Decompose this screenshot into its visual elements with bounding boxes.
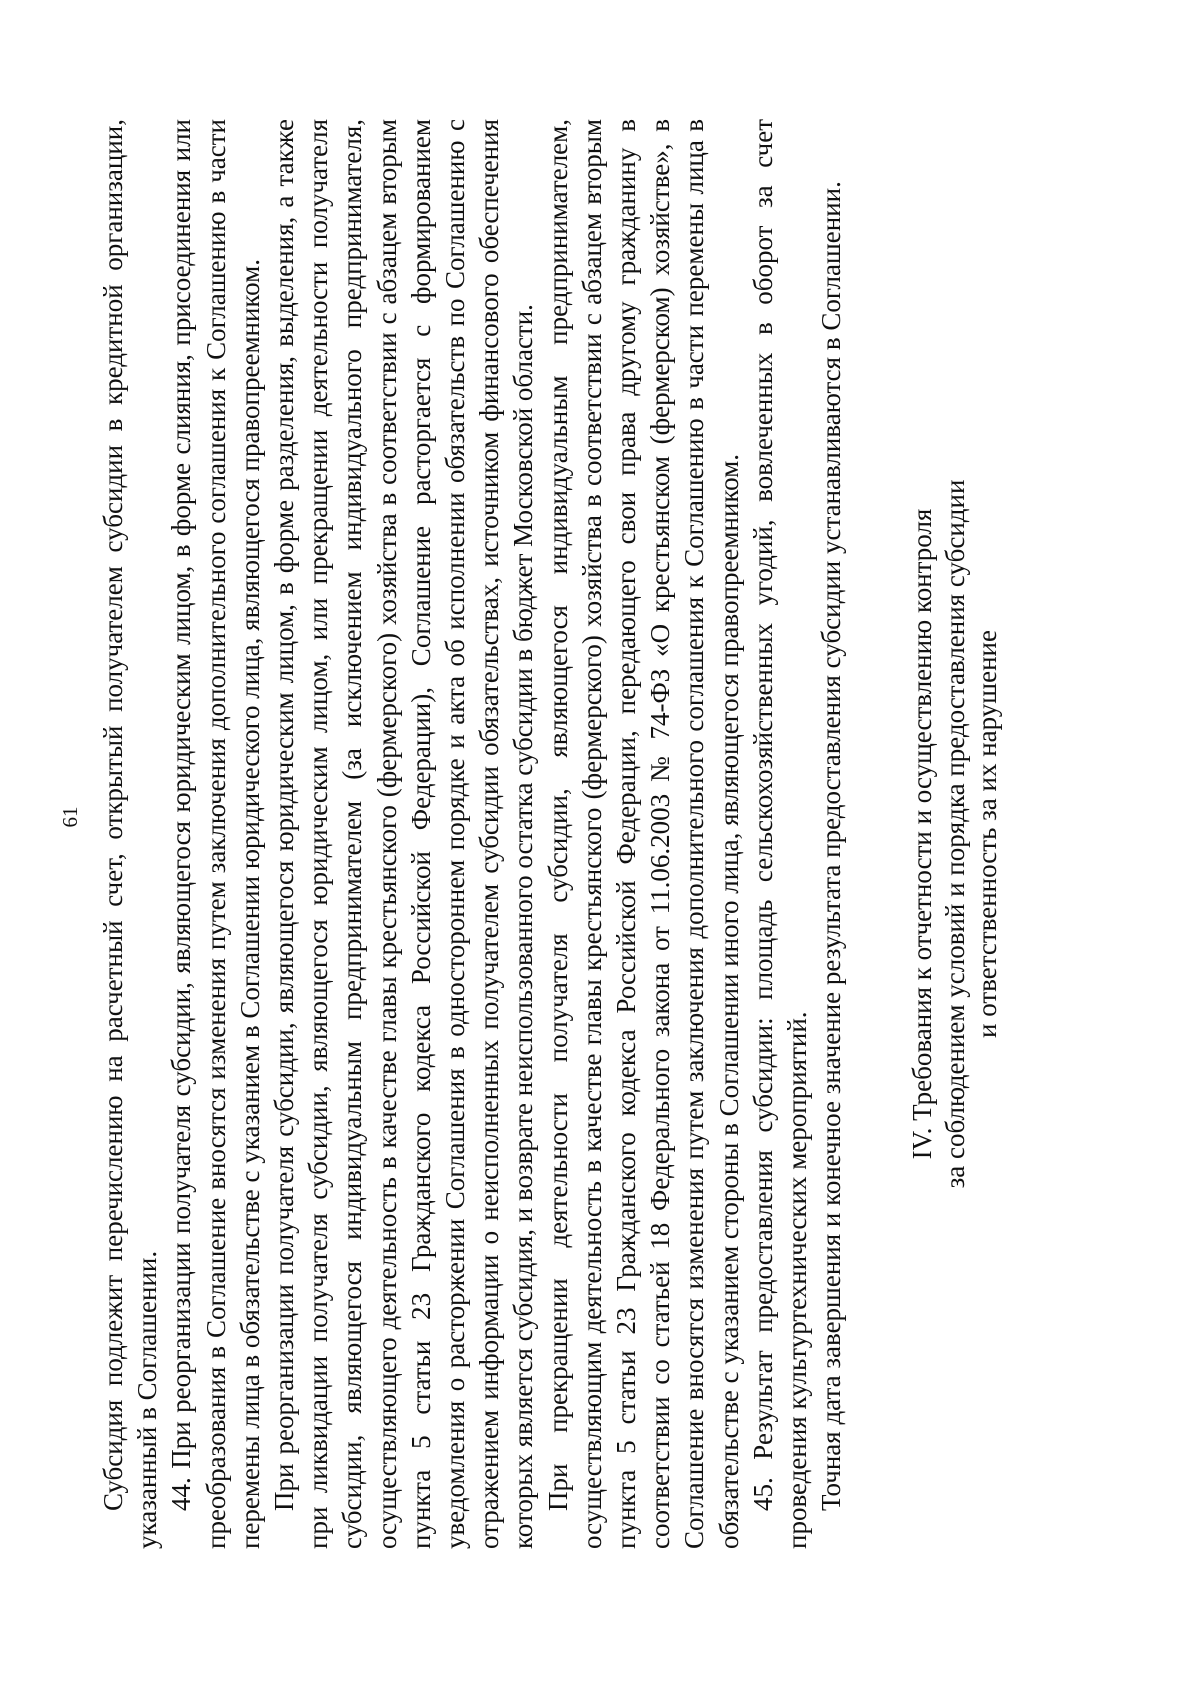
section-heading-line: IV. Требования к отчетности и осуществлению контроля — [907, 508, 938, 1160]
paragraph: При прекращении деятельности получателя субсидии, являющегося индивидуальным предпринимателем, осуществляющим деятельность в качестве главы крестьянского (фермерского) хозяйства в соответствии с абзацем вторым пункта 5 статьи 23 Гражданского кодекса Российской Федерации, передающего свои права другому гражданину в соответствии со статьей 18 Федерального закона от 11.06.2003 № 74-ФЗ «О крестьянском (фермерском) хозяйстве», в Соглашение вносятся изменения путем заключения дополнительного соглашения к Соглашению в части перемены лица в обязательстве с указанием стороны в Соглашении иного лица, являющегося правопреемником. — [542, 119, 744, 1549]
page-body — [96, 119, 1004, 1549]
section-heading-line: и ответственность за их нарушение — [972, 630, 1003, 1038]
paragraph: 45. Результат предоставления субсидии: площадь сельскохозяйственных угодий, вовлеченных в оборот за счет проведения культуртехнических мероприятий. — [747, 119, 813, 1549]
paragraph: Субсидия подлежит перечислению на расчетный счет, открытый получателем субсидии в кредитной организации, указанный в Соглашении. — [98, 119, 163, 1549]
page-number: 61 — [58, 806, 82, 828]
paragraph: Точная дата завершения и конечное значение результата предоставления субсидии устанавливаются в Соглашении. — [816, 181, 847, 1511]
paragraph: 44. При реорганизации получателя субсидии, являющегося юридическим лицом, в форме слияния, присоединения или преобразования в Соглашение вносятся изменения путем заключения дополнительного соглашения к Соглашению в части перемены лица в обязательстве с указанием в Соглашении юридического лица, являющегося правопреемником. — [166, 119, 265, 1549]
section-heading — [906, 119, 1004, 1549]
paragraph: При реорганизации получателя субсидии, являющегося юридическим лицом, в форме разделения, выделения, а также при ликвидации получателя субсидии, являющегося юридическим лицом, или прекращении деятельности получателя субсидии, являющегося индивидуальным предпринимателем (за исключением индивидуального предпринимателя, осуществляющего деятельность в качестве главы крестьянского (фермерского) хозяйства в соответствии с абзацем вторым пункта 5 статьи 23 Гражданского кодекса Российской Федерации), Соглашение расторгается с формированием уведомления о расторжении Соглашения в одностороннем порядке и акта об исполнении обязательств по Соглашению с отражением информации о неисполненных получателем субсидии обязательствах, источником финансового обеспечения которых является субсидия, и возврате неиспользованного остатка субсидии в бюджет Московской области. — [269, 119, 539, 1549]
section-heading-line: за соблюдением условий и порядка предоставления субсидии — [939, 479, 970, 1189]
